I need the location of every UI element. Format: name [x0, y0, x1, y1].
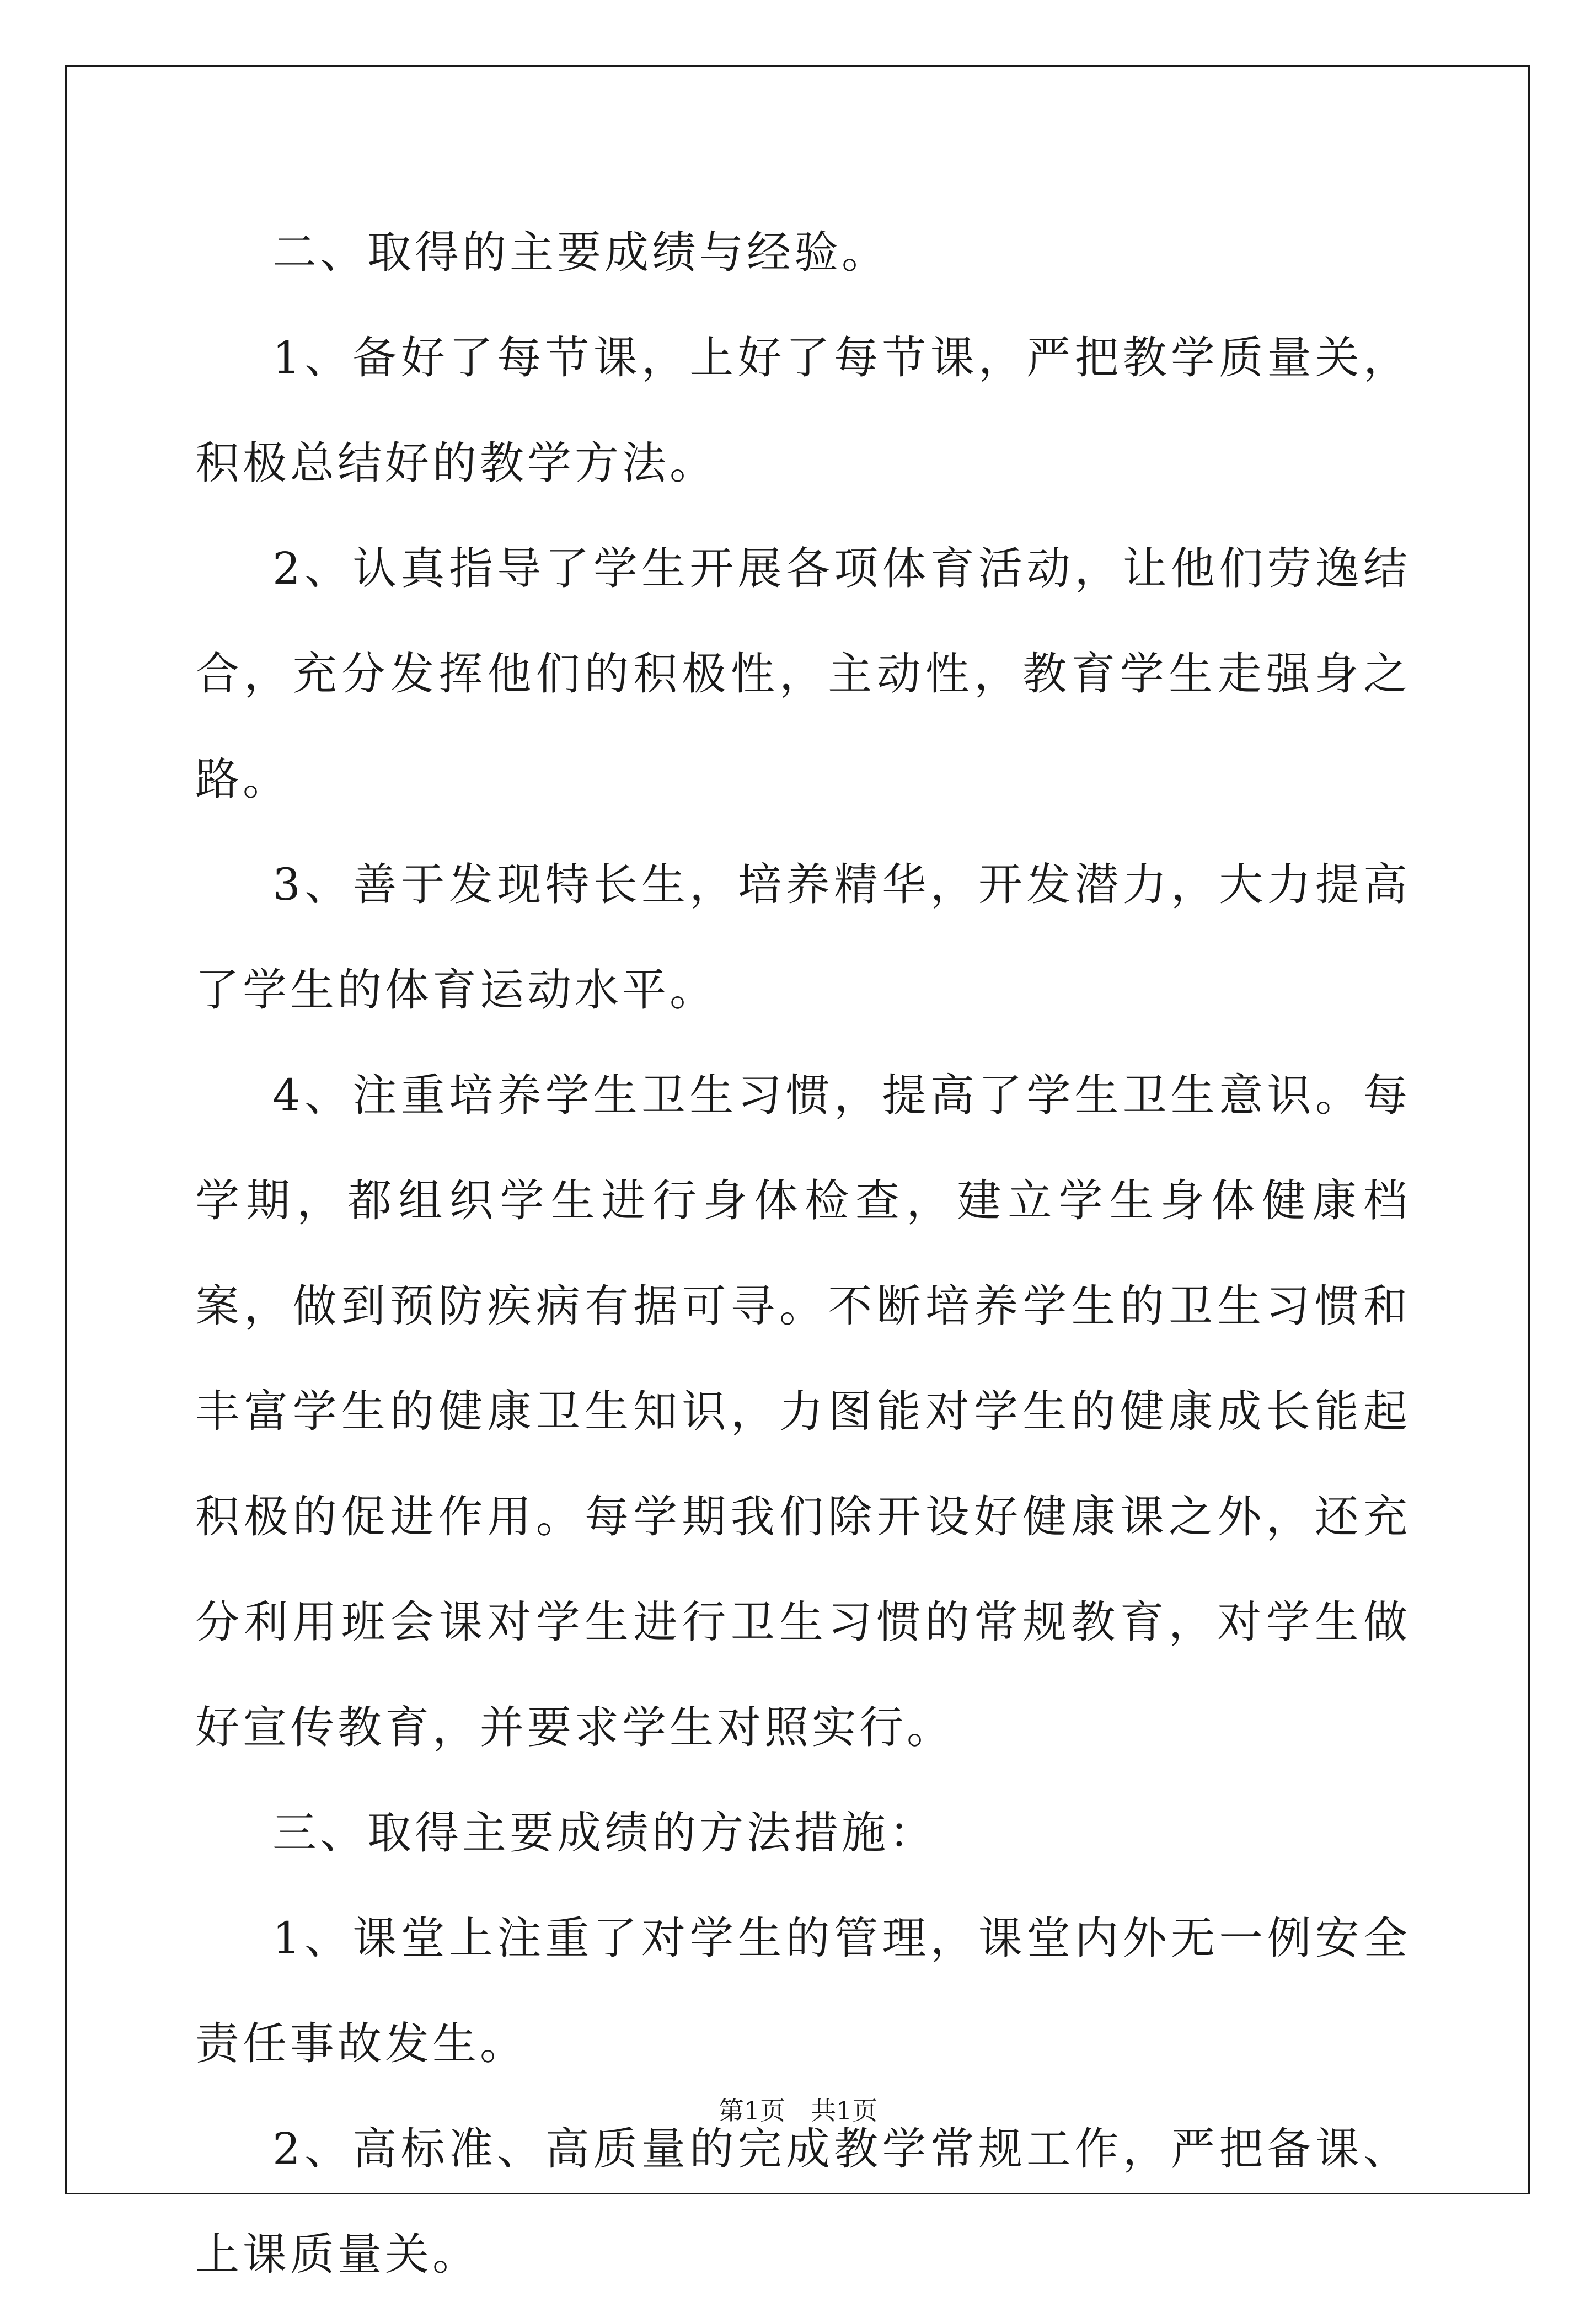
- paragraph-method-1: 1、课堂上注重了对学生的管理，课堂内外无一例安全责任事故发生。: [195, 1913, 1411, 2069]
- page-footer: [0, 2091, 1596, 2127]
- paragraph-item-3: 3、善于发现特长生，培养精华，开发潜力，大力提高了学生的体育运动水平。: [195, 859, 1411, 1016]
- document-body: [195, 200, 1411, 2307]
- heading-methods: 三、取得主要成绩的方法措施：: [272, 1807, 936, 1859]
- paragraph-method-2: 2、高标准、高质量的完成教学常规工作，严把备课、上课质量关。: [195, 2123, 1411, 2280]
- paragraph-item-2: 2、认真指导了学生开展各项体育活动，让他们劳逸结合，充分发挥他们的积极性，主动性，教育学生走强身之路。: [195, 543, 1411, 805]
- total-pages: 共1页: [811, 2096, 878, 2126]
- paragraph-item-4: 4、注重培养学生卫生习惯，提高了学生卫生意识。每学期，都组织学生进行身体检查，建立学生身体健康档案，做到预防疾病有据可寻。不断培养学生的卫生习惯和丰富学生的健康卫生知识，力图能对学生的健康成长能起积极的促进作用。每学期我们除开设好健康课之外，还充分利用班会课对学生进行卫生习惯的常规教育，对学生做好宣传教育，并要求学生对照实行。: [195, 1070, 1411, 1753]
- paragraph-item-1: 1、备好了每节课，上好了每节课，严把教学质量关，积极总结好的教学方法。: [195, 332, 1411, 489]
- heading-achievements: 二、取得的主要成绩与经验。: [272, 227, 889, 278]
- page-number: 第1页: [718, 2096, 785, 2126]
